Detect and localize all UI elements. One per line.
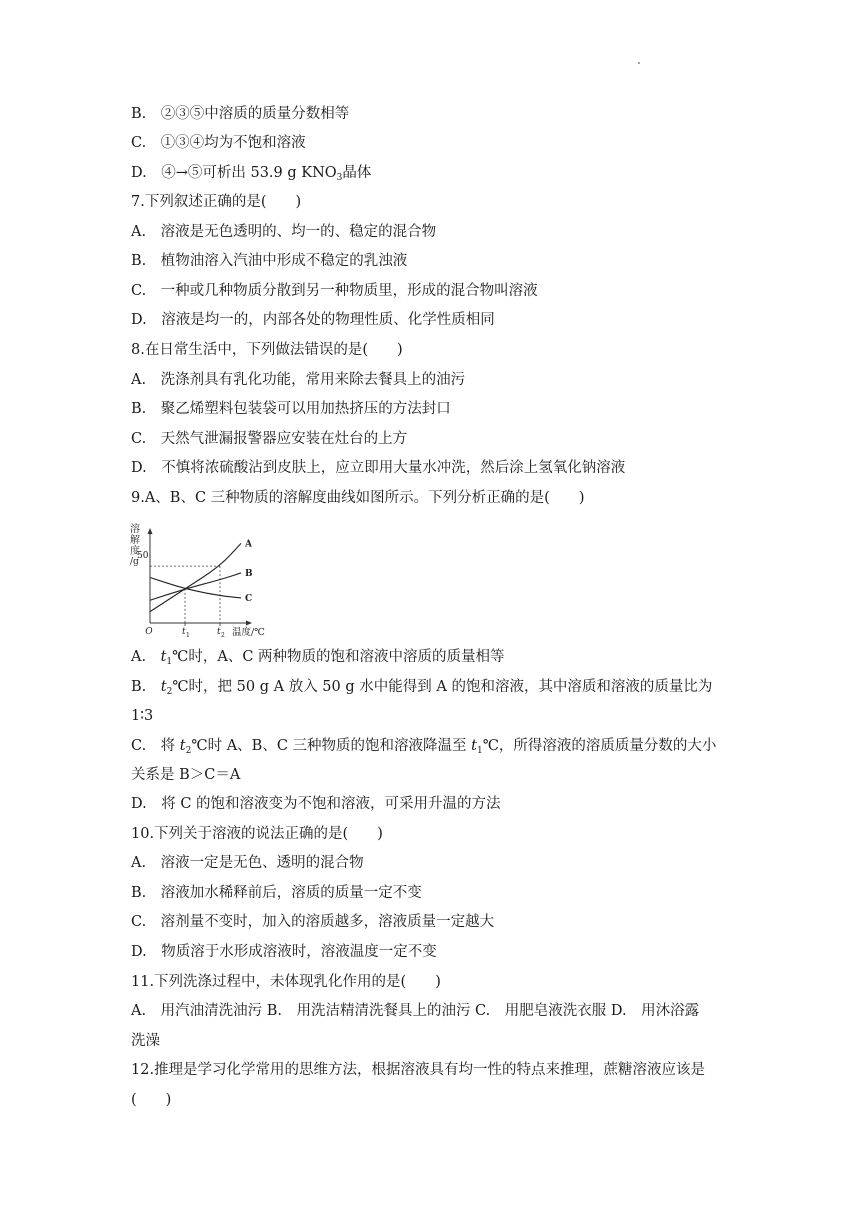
q9-option-b: B. $t_2℃$时，把 50 g A 放入 50 g 水中能得到 A 的饱和溶液，其中溶质和溶液的质量比为	[131, 679, 713, 697]
x-tick-t1: t	[182, 627, 186, 637]
q8-option-a: A. 洗涤剂具有乳化功能，常用来除去餐具上的油污	[131, 372, 466, 388]
q6-option-c: C. ①③④均为不饱和溶液	[131, 135, 306, 151]
y-tick-50: 50	[137, 551, 149, 561]
q9-option-a: A. $t_1℃$时，A、C 两种物质的饱和溶液中溶质的质量相等	[131, 649, 505, 667]
origin-label: O	[145, 627, 153, 637]
q9-option-b-cont: 1∶3	[131, 708, 154, 724]
q10-stem: 10.下列关于溶液的说法正确的是( )	[131, 826, 383, 842]
q7-stem: 7.下列叙述正确的是( )	[131, 194, 302, 210]
q7-option-a: A. 溶液是无色透明的、均一的、稳定的混合物	[131, 224, 437, 240]
q7-option-b: B. 植物油溶入汽油中形成不稳定的乳浊液	[131, 253, 408, 269]
q11-options-cont: 洗澡	[131, 1033, 160, 1049]
page-mark	[638, 62, 640, 64]
labels	[182, 539, 253, 639]
x-tick-sub-1: 1	[186, 632, 190, 639]
solubility-curve-chart	[128, 518, 288, 640]
curves	[150, 543, 241, 611]
y-axis-label-4: /g	[130, 557, 139, 567]
x-axis-arrow	[246, 621, 252, 626]
q7-option-d: D. 溶液是均一的，内部各处的物理性质、化学性质相同	[131, 312, 495, 328]
series-label-A: A	[245, 539, 252, 550]
series-label-C: C	[245, 593, 253, 604]
q8-option-d: D. 不慎将浓硫酸沾到皮肤上，应立即用大量水冲洗，然后涂上氢氧化钠溶液	[131, 460, 626, 476]
q10-option-d: D. 物质溶于水形成溶液时，溶液温度一定不变	[131, 944, 437, 960]
q12-stem: 12.推理是学习化学常用的思维方法，根据溶液具有均一性的特点来推理，蔗糖溶液应该是	[131, 1062, 706, 1078]
y-axis-label-1: 溶	[130, 524, 140, 535]
q8-stem: 8.在日常生活中，下列做法错误的是( )	[131, 342, 403, 358]
curve-C	[150, 578, 241, 598]
x-tick-t2: t	[217, 627, 221, 637]
series-label-B: B	[245, 568, 253, 579]
q11-options: A. 用汽油清洗油污 B. 用洗洁精清洗餐具上的油污 C. 用肥皂液洗衣服 D. 用沐浴露	[131, 1003, 700, 1019]
q12-blank: ( )	[131, 1092, 172, 1108]
q9-stem: 9.A、B、C 三种物质的溶解度曲线如图所示。下列分析正确的是( )	[131, 490, 585, 506]
q9-option-c: C. 将 $t_2℃$时 A、B、C 三种物质的饱和溶液降温至 $t_1℃$，所得溶液的溶质质量分数的大小	[131, 738, 717, 756]
q6-option-d: D. ④→⑤可析出 53.9 g $KNO_3$晶体	[131, 165, 372, 183]
q10-option-a: A. 溶液一定是无色、透明的混合物	[131, 855, 364, 871]
guide-lines	[150, 566, 220, 626]
q10-option-c: C. 溶剂量不变时，加入的溶质越多，溶液质量一定越大	[131, 914, 495, 930]
x-tick-sub-2: 2	[221, 632, 225, 639]
q9-option-c-cont: 关系是 B＞C＝A	[131, 767, 241, 783]
q7-option-c: C. 一种或几种物质分散到另一种物质里，形成的混合物叫溶液	[131, 283, 538, 299]
q6-option-b: B. ②③⑤中溶质的质量分数相等	[131, 106, 350, 122]
q8-option-c: C. 天然气泄漏报警器应安装在灶台的上方	[131, 431, 408, 447]
y-axis-label-2: 解	[130, 535, 140, 546]
q9-option-d: D. 将 C 的饱和溶液变为不饱和溶液，可采用升温的方法	[131, 796, 501, 812]
x-axis-label: 温度/℃	[232, 627, 265, 638]
y-axis-arrow	[148, 528, 153, 534]
q11-stem: 11.下列洗涤过程中，未体现乳化作用的是( )	[131, 974, 441, 990]
q10-option-b: B. 溶液加水稀释前后，溶质的质量一定不变	[131, 885, 422, 901]
y-axis-label-3: 度	[130, 546, 140, 557]
q8-option-b: B. 聚乙烯塑料包装袋可以用加热挤压的方法封口	[131, 401, 451, 417]
